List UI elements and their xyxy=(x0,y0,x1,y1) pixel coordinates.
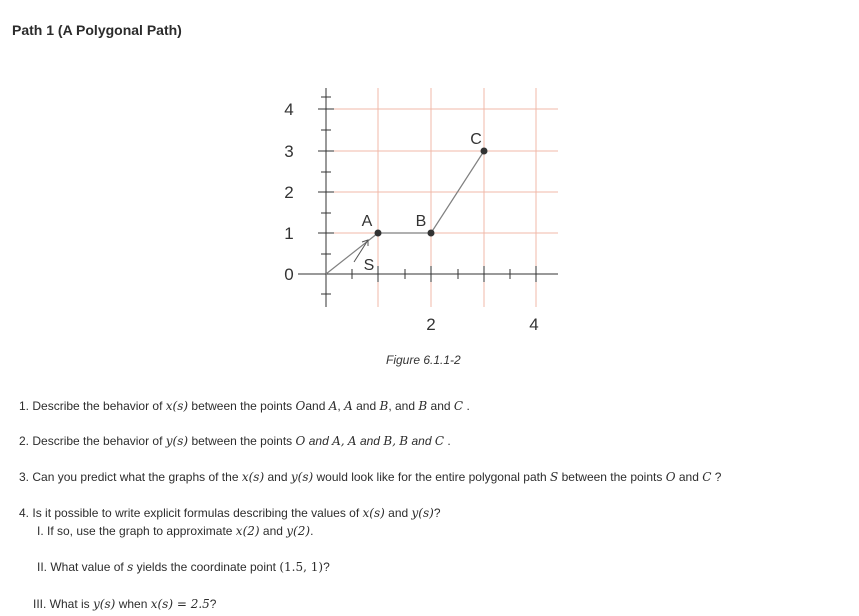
point-a xyxy=(375,230,382,237)
y-tick-label: 1 xyxy=(284,224,294,243)
question-4-part-i: I. If so, use the graph to approximate x(2) and y(2). xyxy=(37,524,314,538)
y-tick-label: 3 xyxy=(284,142,294,161)
question-4-part-iii: III. What is y(s) when x(s) = 2.5? xyxy=(33,597,217,611)
point-b xyxy=(428,230,435,237)
question-4: 4. Is it possible to write explicit formulas describing the values of x(s) and y(s)? xyxy=(19,506,441,520)
y-tick-label: 4 xyxy=(284,100,294,119)
x-tick-label: 4 xyxy=(529,315,539,334)
path-label-s: S xyxy=(363,257,375,274)
point-c xyxy=(481,148,488,155)
polygonal-path xyxy=(326,151,484,274)
x-tick-label: 2 xyxy=(426,315,436,334)
page-title: Path 1 (A Polygonal Path) xyxy=(12,22,182,38)
question-4-part-ii: II. What value of s yields the coordinate point (1.5, 1)? xyxy=(37,560,330,574)
question-3: 3. Can you predict what the graphs of the x(s) and y(s) would look like for the entire polygonal path S between the points O and C ? xyxy=(19,470,722,484)
y-tick-label: 0 xyxy=(284,265,294,284)
y-tick-label: 2 xyxy=(284,183,294,202)
axes xyxy=(298,88,558,307)
figure-caption: Figure 6.1.1-2 xyxy=(386,353,461,367)
figure xyxy=(270,82,570,372)
question-2: 2. Describe the behavior of y(s) between the points O and A, A and B, B and C . xyxy=(19,434,451,448)
question-1: 1. Describe the behavior of x(s) between the points Oand A, A and B, and B and C . xyxy=(19,399,470,413)
point-label-a: A xyxy=(361,213,373,230)
point-label-c: C xyxy=(470,131,482,148)
point-label-b: B xyxy=(415,213,427,230)
path-graph xyxy=(270,82,570,372)
